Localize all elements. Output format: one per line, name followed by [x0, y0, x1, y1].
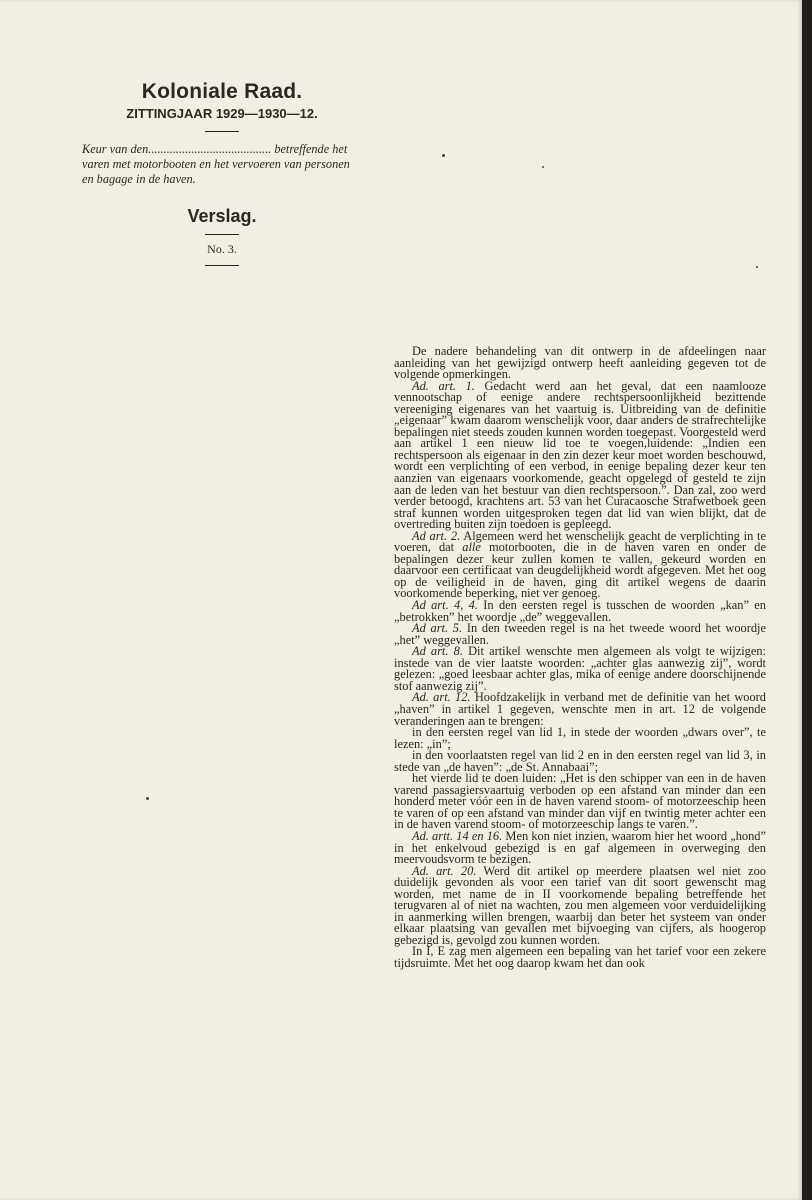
report-title: Verslag. [187, 205, 257, 226]
session-year: ZITTINGJAAR 1929—1930—12. [126, 106, 318, 121]
divider [205, 234, 239, 235]
article-12-item-a: in den eersten regel van lid 1, in stede der woorden „dwars over”, te lezen: „in”; [394, 725, 766, 751]
article-5-paragraph: Ad art. 5. In den tweeden regel is na het tweede woord het woordje „het” weggevallen. [394, 621, 766, 647]
article-ref: Ad art. 8. [412, 644, 463, 659]
article-2-paragraph: Ad art. 2. Algemeen werd het wenschelijk geacht de verplichting in te voeren, dat alle motorbooten, die in de haven varen en onder de bepalingen dezer keur zullen komen te vallen, gekeurd worden en daarvoor een certificaat van deugdelijkheid wordt afgegeven. Met het oog op de veiligheid in de haven, ging dit artikel wegens de daarin voorkomende beperking, niet ver genoeg. [394, 528, 767, 601]
subject-rest: betreffende het varen met motorbooten en het vervoeren van personen en bagage in de haven. [82, 142, 350, 187]
article-12-item-c: het vierde lid te doen luiden: „Het is den schipper van een in de haven varend passagiersvaartuig verboden op een afstand van minder dan een honderd meter vóór een in de haven varend stoom- of motorzeeschip heen te varen of op een afstand van minder dan vijf en twintig meter achter een in de haven varend stoom- of motorzeeschip langs te varen.”. [394, 771, 766, 832]
article-12-paragraph: Ad. art. 12. Hoofdzakelijk in verband met de definitie van het woord „haven” in artikel 1 gegeven, wenschte men in art. 12 de volgende veranderingen aan te brengen: [394, 690, 766, 728]
subject-prefix: Keur van den [82, 142, 149, 156]
council-title: Koloniale Raad. [141, 80, 303, 103]
article-4-paragraph: Ad art. 4, 4. In den eersten regel is tusschen de woorden „kan” en „betrokken” het woordje „de” weggevallen. [394, 598, 766, 624]
article-8-paragraph: Ad art. 8. Dit artikel wenschte men algemeen als volgt te wijzigen: instede van de vier laatste woorden: „achter glas aanwezig zij”, wordt gelezen: „goed leesbaar achter glas, mika of eenige andere doorschijnende stof aanwezig zij”. [394, 644, 766, 693]
article-1-paragraph: Ad. art. 1. Gedacht werd aan het geval, dat een naamlooze vennootschap of eenige andere rechtspersoonlijkheid bezittende vereeniging eigenares van het vaartuig is. Uitbreiding van de definitie „eigenaar” kwam daarom wenschelijk voor, daar anders de strafrechtelijke bepalingen niet steeds zouden kunnen worden toegepast. Voorgesteld werd aan artikel 1 een nieuw lid toe te voegen,luidende: „Indien een rechtspersoon als eigenaar in den zin dezer keur moet worden beschouwd, wordt een verplichting of een verbod, in eenige bepaling dezer keur ten aanzien van eigenaars voorkomende, geacht opgelegd of gesteld te zijn aan de leden van het bestuur van dien rechtspersoon.”. Dan zal, zoo werd verder betoogd, krachtens art. 53 van het Curacaosche Strafwetboek geen straf kunnen worden uitgesproken tegen dat lid van wien blijkt, dat de overtreding buiten zijn toedoen is gepleegd. [394, 378, 766, 532]
article-12-item-b: in den voorlaatsten regel van lid 2 en in den eersten regel van lid 3, in stede van „de haven”: „de St. Annabaai”; [394, 748, 766, 774]
article-14-16-paragraph: Ad. artt. 14 en 16. Men kon niet inzien, waarom hier het woord „hond” in het enkelvoud gebezigd is en gaf algemeen in overweging den meervoudsvorm te bezigen. [394, 828, 766, 867]
bill-subject [82, 142, 362, 188]
intro-paragraph: De nadere behandeling van dit ontwerp in de afdeelingen naar aanleiding van het gewijzigd ontwerp heeft aanleiding gegeven tot de volgende opmerkingen. [394, 344, 766, 382]
article-ref: Ad art. 2. [412, 528, 461, 543]
subject-dots: ........................................ [148, 142, 272, 156]
article-20-paragraph: Ad. art. 20. Werd dit artikel op meerdere plaatsen wel niet zoo duidelijk gevonden als voor een tarief van dit soort gewenscht mag worden, met name de in II voorkomende bepaling betreffende het terugvaren al of niet na wachten, zou men algemeen voor verduidelijking in aanmerking willen brengen, waarbij dan beter het systeem van onder elkaar plaatsing van gevallen met bijvoeging van cijfers, als hoogerop gebezigd is, gevolgd zou kunnen worden. [394, 863, 766, 947]
divider [205, 131, 239, 132]
header-column [82, 80, 362, 276]
paper-speck [442, 154, 445, 157]
paper-speck [756, 266, 758, 268]
article-ref: Ad art. 5. [412, 621, 463, 636]
paper-speck [146, 797, 149, 800]
report-body [394, 346, 766, 970]
article-ref: Ad. art. 1. [412, 378, 475, 393]
report-number: No. 3. [207, 241, 237, 256]
paper-speck [542, 166, 544, 168]
divider [205, 265, 239, 266]
final-paragraph: In I, E zag men algemeen een bepaling van het tarief voor een zekere tijdsruimte. Met het oog daarop kwam het dan ook [394, 944, 766, 970]
article-ref: Ad. art. 20. [412, 863, 477, 878]
article-ref: Ad. art. 12. [412, 690, 471, 705]
article-ref: Ad art. 4, 4. [412, 598, 478, 613]
article-ref: Ad. artt. 14 en 16. [412, 828, 503, 843]
